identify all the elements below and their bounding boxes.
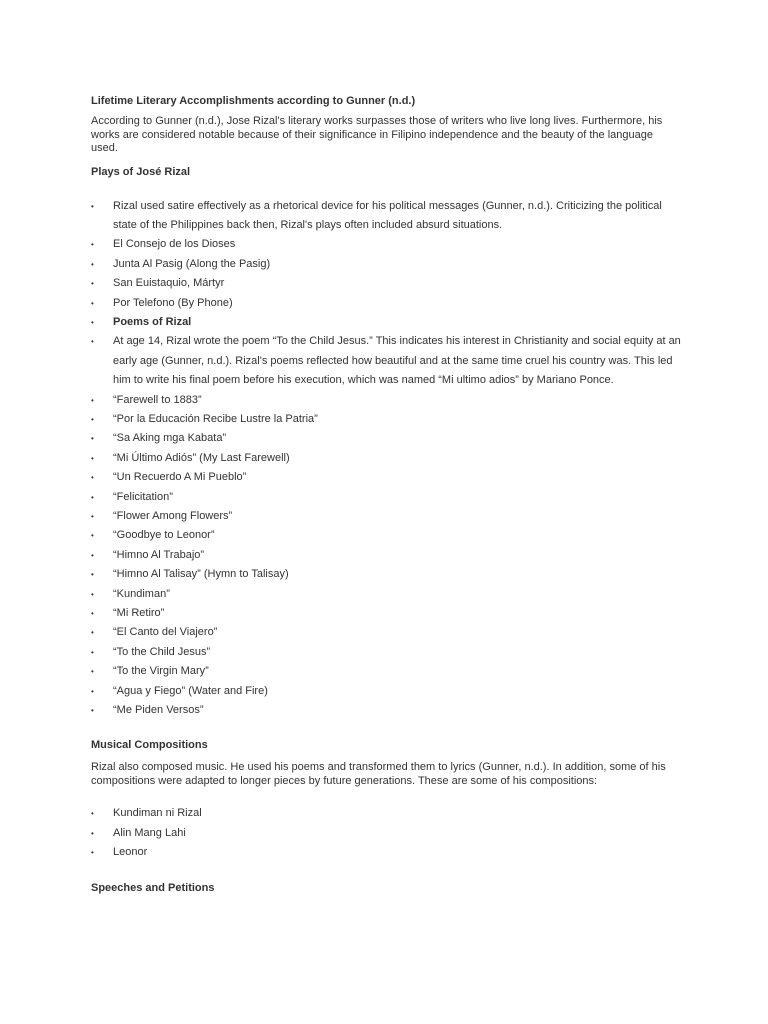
bullet-icon: • (91, 337, 94, 347)
list-item-text: Rizal used satire effectively as a rhetorical device for his political messages (Gunner, n.d.). Criticizing the political state of the Philippines back then, Rizal's plays often included absurd situations. (113, 199, 662, 231)
bullet-icon: • (91, 259, 94, 269)
list-item-text: “Me Piden Versos” (113, 704, 204, 717)
bullet-icon: • (91, 240, 94, 250)
list-item (91, 197, 681, 236)
list-item-text: Leonor (113, 846, 148, 859)
section-heading-musical: Musical Compositions (91, 739, 208, 752)
list-item (91, 488, 681, 507)
list-item-text: Poems of Rizal (113, 315, 192, 328)
bullet-icon: • (91, 201, 94, 211)
list-item (91, 585, 681, 604)
document-page (91, 94, 681, 895)
list-item-text: Por Telefono (By Phone) (113, 296, 233, 309)
bullet-icon: • (91, 809, 94, 819)
list-item-text: At age 14, Rizal wrote the poem “To the Child Jesus.” This indicates his interest in Christianity and social equity at an early age (Gunner, n.d.). Rizal's poems reflected how beautiful and at the same time cruel his country was. This led him to write his final poem before his execution, which was named “Mi ultimo adios” by Mariano Ponce. (113, 335, 681, 387)
bullet-icon: • (91, 647, 94, 657)
list-item-text: “Mi Último Adiós” (My Last Farewell) (113, 451, 290, 464)
bullet-icon: • (91, 492, 94, 502)
bullet-icon: • (91, 414, 94, 424)
bullet-icon: • (91, 453, 94, 463)
list-item (91, 565, 681, 584)
section-heading-speeches: Speeches and Petitions (91, 881, 215, 894)
list-item (91, 294, 681, 313)
list-item-text: El Consejo de los Dioses (113, 238, 236, 251)
list-item-text: “Flower Among Flowers” (113, 510, 233, 522)
bullet-icon: • (91, 667, 94, 677)
list-item-text: “Goodbye to Leonor” (113, 529, 215, 542)
list-item-text: Kundiman ni Rizal (113, 807, 202, 820)
bullet-icon: • (91, 531, 94, 541)
list-item (91, 682, 681, 701)
list-item (91, 662, 681, 681)
list-item (91, 507, 681, 526)
bullet-icon: • (91, 570, 94, 580)
list-item (91, 604, 681, 623)
list-item-text: “Farewell to 1883” (113, 393, 202, 406)
list-item (91, 410, 681, 429)
list-item (91, 274, 681, 293)
list-item-text: “El Canto del Viajero” (113, 626, 218, 639)
list-item-text: “Felicitation” (113, 490, 173, 503)
section-heading-lifetime: Lifetime Literary Accomplishments according to Gunner (n.d.) (91, 95, 416, 107)
bullet-icon: • (91, 706, 94, 716)
list-item (91, 546, 681, 565)
list-item-text: Alin Mang Lahi (113, 826, 186, 839)
list-item-text: “Kundiman” (113, 587, 170, 600)
list-item-text: Junta Al Pasig (Along the Pasig) (113, 257, 271, 270)
list-item-text: “Agua y Fiego” (Water and Fire) (113, 684, 268, 697)
bullet-icon: • (91, 512, 94, 521)
bullet-icon: • (91, 279, 94, 289)
list-item (91, 623, 681, 642)
list-item-text: “Sa Aking mga Kabata” (113, 432, 227, 445)
bullet-icon: • (91, 550, 94, 560)
bullet-icon: • (91, 828, 94, 838)
list-item-text: “Himno Al Trabajo” (113, 548, 205, 561)
list-item-text: “Himno Al Talisay” (Hymn to Talisay) (113, 568, 289, 581)
plays-list (91, 197, 681, 721)
list-item (91, 804, 681, 823)
intro-paragraph: According to Gunner (n.d.), Jose Rizal's literary works surpasses those of writers who live long lives. Furthermore, his works are considered notable because of their significance in Filipino independence and the beauty of the language used. (91, 115, 663, 154)
list-item (91, 468, 681, 487)
list-item-text: “Mi Retiro” (113, 607, 165, 620)
list-item-text: “Por la Educación Recibe Lustre la Patria” (113, 412, 318, 425)
list-item-text: “To the Virgin Mary” (113, 665, 209, 678)
bullet-icon: • (91, 473, 94, 483)
list-item (91, 429, 681, 448)
bullet-icon: • (91, 317, 94, 327)
list-item (91, 449, 681, 468)
list-item (91, 391, 681, 410)
list-item (91, 313, 681, 332)
list-item (91, 526, 681, 545)
list-item-text: “Un Recuerdo A Mi Pueblo” (113, 471, 247, 484)
list-item (91, 701, 681, 720)
bullet-icon: • (91, 298, 94, 308)
bullet-icon: • (91, 434, 94, 444)
list-item (91, 235, 681, 254)
list-item-text: “To the Child Jesus” (113, 645, 211, 658)
section-heading-plays: Plays of José Rizal (91, 165, 191, 178)
musical-list (91, 804, 681, 862)
musical-paragraph: Rizal also composed music. He used his poems and transformed them to lyrics (Gunner, n.d.). In addition, some of his compositions were adapted to longer pieces by future generations. These are some of his compositions: (91, 761, 666, 787)
list-item (91, 824, 681, 843)
bullet-icon: • (91, 589, 94, 599)
bullet-icon: • (91, 628, 94, 638)
bullet-icon: • (91, 395, 94, 405)
list-item (91, 643, 681, 662)
bullet-icon: • (91, 848, 94, 858)
list-item-text: San Euistaquio, Mártyr (113, 277, 225, 290)
bullet-icon: • (91, 686, 94, 696)
bullet-icon: • (91, 609, 94, 619)
list-item (91, 255, 681, 274)
list-item (91, 332, 681, 390)
list-item (91, 843, 681, 862)
